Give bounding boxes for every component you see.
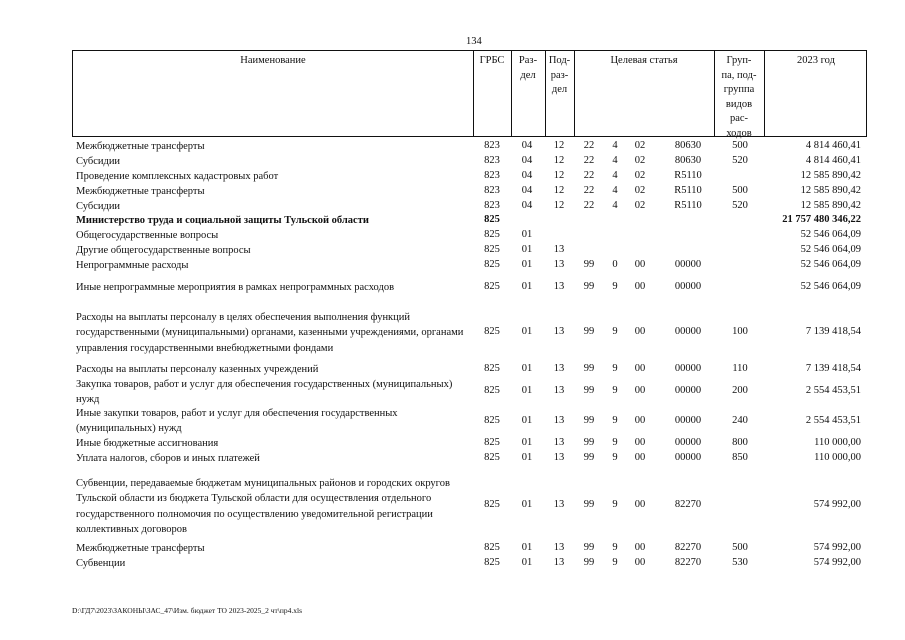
row-razdel: 01 [521,557,533,568]
row-podrazdel: 13 [553,363,565,374]
row-podrazdel: 13 [553,259,565,270]
row-target-subprogram: 4 [612,170,618,181]
table-header [72,50,867,137]
row-expense-group: 200 [732,385,748,396]
row-target-direction: R5110 [674,185,702,196]
row-target-program: 22 [583,185,595,196]
row-name: Иные бюджетные ассигнования [76,438,219,449]
row-podrazdel: 12 [553,200,565,211]
row-name: Межбюджетные трансферты [76,141,205,152]
row-target-event: 00 [634,363,646,374]
row-razdel: 04 [521,170,533,181]
row-amount: 52 546 064,09 [800,244,861,255]
row-expense-group: 500 [732,185,748,196]
row-podrazdel: 13 [553,557,565,568]
row-grbs: 825 [484,229,500,240]
row-grbs: 825 [484,214,500,225]
row-target-subprogram: 9 [612,326,618,337]
row-grbs: 825 [484,437,500,448]
row-target-event: 02 [634,170,646,181]
row-target-subprogram: 0 [612,259,618,270]
row-grbs: 825 [484,557,500,568]
row-razdel: 01 [521,452,533,463]
row-target-program: 99 [583,326,595,337]
row-target-program: 22 [583,155,595,166]
row-razdel: 01 [521,363,533,374]
row-razdel: 01 [521,437,533,448]
row-amount: 574 992,00 [813,542,861,553]
row-target-direction: 00000 [674,281,702,292]
row-target-subprogram: 9 [612,542,618,553]
row-name: Проведение комплексных кадастровых работ [76,171,279,182]
row-expense-group: 100 [732,326,748,337]
row-target-event: 00 [634,385,646,396]
row-target-subprogram: 4 [612,200,618,211]
row-expense-group: 500 [732,140,748,151]
row-amount: 2 554 453,51 [805,385,861,396]
row-target-subprogram: 9 [612,452,618,463]
row-name: Субвенции, передаваемые бюджетам муниципальных районов и городских округов Тульской области из бюджета Тульской области для осуществления отдельного государственного полномочия по осуществлению уведомительной регистрации коллективных договоров [76,478,450,536]
row-razdel: 04 [521,140,533,151]
row-target-event: 00 [634,415,646,426]
row-grbs: 825 [484,542,500,553]
header-group: Груп- па, под- группа видов рас- ходов [721,55,757,139]
row-target-subprogram: 4 [612,155,618,166]
row-name: Иные закупки товаров, работ и услуг для обеспечения государственных (муниципальных) нужд [76,408,398,435]
row-podrazdel: 13 [553,452,565,463]
budget-table [72,50,867,137]
row-grbs: 825 [484,326,500,337]
row-target-subprogram: 9 [612,437,618,448]
row-target-subprogram: 9 [612,499,618,510]
row-grbs: 823 [484,185,500,196]
row-amount: 12 585 890,42 [800,170,861,181]
row-target-event: 02 [634,185,646,196]
row-podrazdel: 13 [553,244,565,255]
row-target-subprogram: 9 [612,385,618,396]
row-target-direction: 00000 [674,385,702,396]
row-name: Субвенции [76,558,126,569]
row-podrazdel: 13 [553,542,565,553]
row-name: Закупка товаров, работ и услуг для обеспечения государственных (муниципальных) нужд [76,379,453,406]
row-target-direction: R5110 [674,200,702,211]
row-target-program: 22 [583,200,595,211]
row-name: Расходы на выплаты персоналу в целях обеспечения выполнения функций государственными (муниципальными) органами, казенными учреждениями, органами управления государственными внебюджетными фондами [76,312,464,354]
row-razdel: 01 [521,542,533,553]
row-razdel: 04 [521,185,533,196]
row-name: Другие общегосударственные вопросы [76,245,251,256]
row-target-subprogram: 9 [612,415,618,426]
row-grbs: 823 [484,170,500,181]
row-expense-group: 110 [732,363,748,374]
row-target-event: 00 [634,557,646,568]
row-target-program: 99 [583,452,595,463]
header-grbs: ГРБС [479,55,505,66]
row-name: Субсидии [76,201,121,212]
row-grbs: 825 [484,452,500,463]
row-target-program: 99 [583,415,595,426]
row-amount: 12 585 890,42 [800,185,861,196]
row-target-direction: 00000 [674,259,702,270]
row-amount: 2 554 453,51 [805,415,861,426]
row-grbs: 825 [484,385,500,396]
row-target-subprogram: 9 [612,363,618,374]
row-podrazdel: 12 [553,185,565,196]
row-target-event: 02 [634,200,646,211]
row-target-program: 22 [583,170,595,181]
row-target-direction: 00000 [674,326,702,337]
row-amount: 4 814 460,41 [805,140,861,151]
row-expense-group: 520 [732,200,748,211]
row-razdel: 01 [521,229,533,240]
row-razdel: 04 [521,155,533,166]
row-razdel: 01 [521,415,533,426]
row-name: Иные непрограммные мероприятия в рамках непрограммных расходов [76,282,395,293]
row-target-event: 02 [634,140,646,151]
row-target-direction: R5110 [674,170,702,181]
row-target-event: 00 [634,326,646,337]
row-grbs: 825 [484,244,500,255]
row-target-direction: 00000 [674,437,702,448]
row-target-event: 00 [634,437,646,448]
row-target-subprogram: 4 [612,185,618,196]
row-target-program: 99 [583,281,595,292]
row-target-program: 99 [583,557,595,568]
row-podrazdel: 12 [553,140,565,151]
row-amount: 4 814 460,41 [805,155,861,166]
row-podrazdel: 12 [553,170,565,181]
row-target-direction: 82270 [674,499,702,510]
footer-file-path: D:\ГД7\2023\ЗАКОНЫ\ЗАС_47\Изм. бюджет ТО 2023-2025_2 чт\пр4.xls [72,606,302,615]
header-year: 2023 год [797,55,835,66]
row-grbs: 825 [484,499,500,510]
row-target-subprogram: 9 [612,281,618,292]
row-grbs: 825 [484,363,500,374]
row-grbs: 825 [484,259,500,270]
row-podrazdel: 13 [553,437,565,448]
row-target-program: 99 [583,385,595,396]
row-grbs: 825 [484,415,500,426]
row-name: Расходы на выплаты персоналу казенных учреждений [76,364,319,375]
row-grbs: 823 [484,140,500,151]
row-target-event: 00 [634,259,646,270]
row-amount: 52 546 064,09 [800,229,861,240]
row-grbs: 823 [484,200,500,211]
row-name: Межбюджетные трансферты [76,543,205,554]
row-razdel: 01 [521,259,533,270]
row-podrazdel: 13 [553,385,565,396]
row-target-event: 00 [634,452,646,463]
row-grbs: 825 [484,281,500,292]
row-amount: 574 992,00 [813,557,861,568]
row-amount: 52 546 064,09 [800,259,861,270]
row-razdel: 01 [521,326,533,337]
row-target-program: 22 [583,140,595,151]
row-expense-group: 500 [732,542,748,553]
header-podrazdel: Под- раз- дел [548,55,571,96]
header-razdel: Раз- дел [518,55,538,81]
row-name: Общегосударственные вопросы [76,230,219,241]
header-name: Наименование [240,55,306,66]
row-target-program: 99 [583,259,595,270]
row-name: Министерство труда и социальной защиты Тульской области [76,215,369,226]
row-expense-group: 800 [732,437,748,448]
row-amount: 21 757 480 346,22 [782,214,861,225]
row-razdel: 01 [521,499,533,510]
row-razdel: 04 [521,200,533,211]
row-amount: 12 585 890,42 [800,200,861,211]
row-target-subprogram: 9 [612,557,618,568]
row-name: Субсидии [76,156,121,167]
row-razdel: 01 [521,281,533,292]
row-target-direction: 80630 [674,140,702,151]
row-target-program: 99 [583,437,595,448]
row-podrazdel: 12 [553,155,565,166]
row-podrazdel: 13 [553,326,565,337]
row-expense-group: 240 [732,415,748,426]
row-expense-group: 850 [732,452,748,463]
row-target-event: 02 [634,155,646,166]
row-target-direction: 00000 [674,452,702,463]
row-amount: 110 000,00 [814,437,861,448]
row-target-direction: 80630 [674,155,702,166]
row-grbs: 823 [484,155,500,166]
row-target-subprogram: 4 [612,140,618,151]
row-amount: 7 139 418,54 [805,326,861,337]
row-target-direction: 00000 [674,415,702,426]
row-amount: 110 000,00 [814,452,861,463]
row-amount: 7 139 418,54 [805,363,861,374]
row-podrazdel: 13 [553,499,565,510]
row-amount: 574 992,00 [813,499,861,510]
row-target-direction: 82270 [674,542,702,553]
row-podrazdel: 13 [553,281,565,292]
row-name: Межбюджетные трансферты [76,186,205,197]
row-amount: 52 546 064,09 [800,281,861,292]
row-target-event: 00 [634,542,646,553]
row-target-event: 00 [634,499,646,510]
row-target-event: 00 [634,281,646,292]
row-target-program: 99 [583,542,595,553]
row-target-direction: 00000 [674,363,702,374]
row-name: Уплата налогов, сборов и иных платежей [76,453,260,464]
row-razdel: 01 [521,385,533,396]
row-podrazdel: 13 [553,415,565,426]
row-expense-group: 530 [732,557,748,568]
row-razdel: 01 [521,244,533,255]
row-expense-group: 520 [732,155,748,166]
page-number: 134 [466,36,482,47]
row-name: Непрограммные расходы [76,260,189,271]
header-target: Целевая статья [610,55,678,66]
row-target-direction: 82270 [674,557,702,568]
row-target-program: 99 [583,363,595,374]
row-target-program: 99 [583,499,595,510]
